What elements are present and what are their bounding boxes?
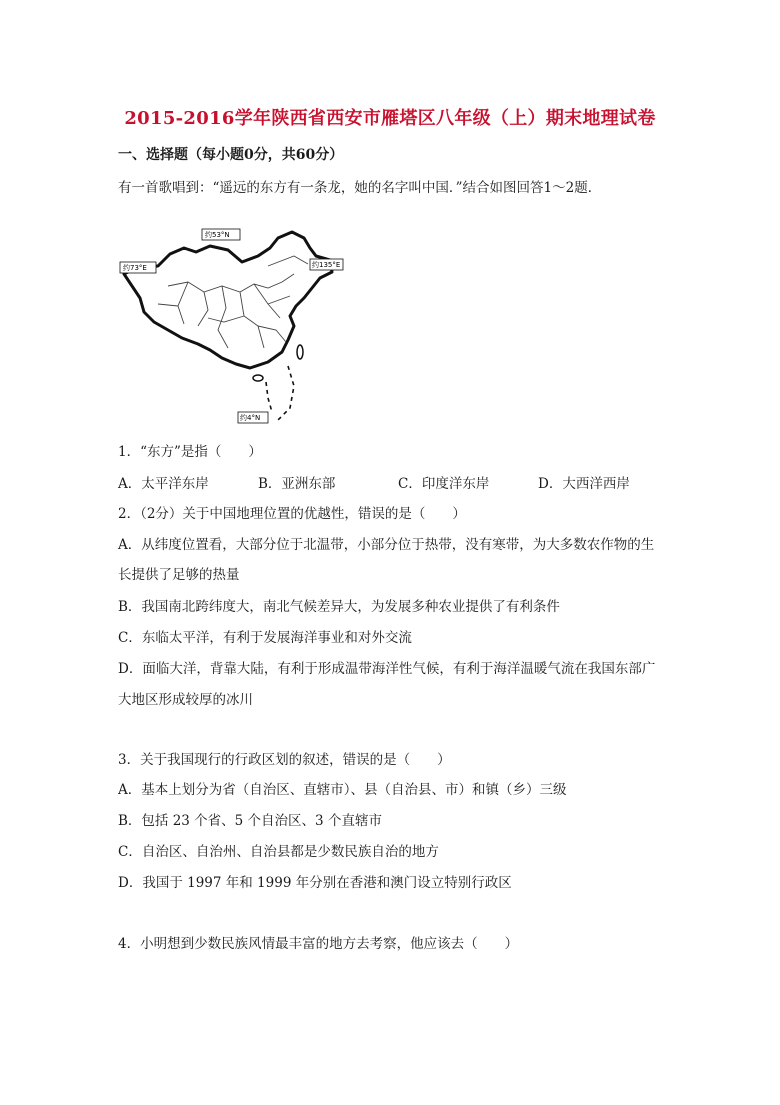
intro-text: 有一首歌唱到：“遥远的东方有一条龙，她的名字叫中国．”结合如图回答1～2题． <box>118 180 602 196</box>
q3-stem: 3．关于我国现行的行政区划的叙述，错误的是（ ） <box>118 752 451 768</box>
q2-option-d-line2: 大地区形成较厚的冰川 <box>118 692 253 708</box>
q1-option-c: C．印度洋东岸 <box>398 476 490 492</box>
q3-option-c: C．自治区、自治州、自治县都是少数民族自治的地方 <box>118 844 439 860</box>
taiwan-island <box>297 345 303 359</box>
q1-stem: 1．“东方”是指（ ） <box>118 444 262 460</box>
label-west: 约73°E <box>123 264 147 272</box>
china-map <box>118 226 344 424</box>
label-east: 约135°E <box>312 261 341 269</box>
q2-option-d-line1: D．面临大洋，背靠大陆，有利于形成温带海洋性气候，有利于海洋温暖气流在我国东部广 <box>118 661 656 677</box>
q1-option-b: B．亚洲东部 <box>258 476 336 492</box>
q3-option-b: B．包括 23 个省、5 个自治区、3 个直辖市 <box>118 813 382 829</box>
q1-option-a: A．太平洋东岸 <box>118 476 209 492</box>
q2-option-b: B．我国南北跨纬度大，南北气候差异大，为发展多种农业提供了有利条件 <box>118 599 560 615</box>
q2-option-c: C．东临太平洋，有利于发展海洋事业和对外交流 <box>118 630 412 646</box>
q2-option-a-line2: 长提供了足够的热量 <box>118 567 240 583</box>
q3-option-d: D．我国于 1997 年和 1999 年分别在香港和澳门设立特别行政区 <box>118 875 512 891</box>
q3-option-a: A．基本上划分为省（自治区、直辖市）、县（自治县、市）和镇（乡）三级 <box>118 782 567 798</box>
hainan-island <box>253 375 263 381</box>
label-south: 约4°N <box>240 414 261 422</box>
south-sea-dashes <box>266 366 294 420</box>
section-heading: 一、选择题（每小题0分，共60分） <box>118 147 344 163</box>
page-title: 2015-2016学年陕西省西安市雁塔区八年级（上）期末地理试卷 <box>124 108 656 129</box>
q2-option-a-line1: A．从纬度位置看，大部分位于北温带，小部分位于热带，没有寒带，为大多数农作物的生 <box>118 537 655 553</box>
q2-stem: 2．（2分）关于中国地理位置的优越性，错误的是（ ） <box>118 506 466 522</box>
q4-stem: 4．小明想到少数民族风情最丰富的地方去考察，他应该去（ ） <box>118 936 519 952</box>
label-north: 约53°N <box>205 231 230 239</box>
q1-option-d: D．大西洋西岸 <box>538 476 630 492</box>
